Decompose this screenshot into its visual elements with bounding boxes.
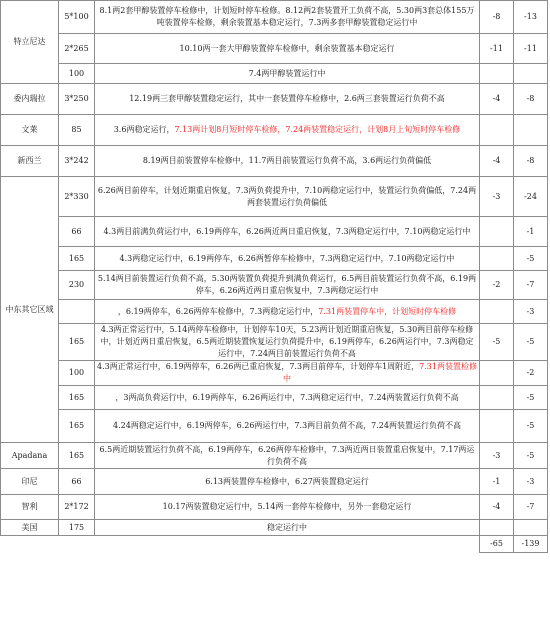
plant-table-body [1,1,548,553]
loss-value-1-cell: -4 [480,146,514,177]
status-text: 6.5两近期装置运行负荷不高，6.19两停车，6.26两停车检修中，7.3两近两日装置重启恢复中，7.17两运行负荷不高 [99,444,475,466]
status-text: 10.17两装置稳定运行中，5.14两一套停车检修中，另外一套稳定运行 [162,502,412,511]
loss-value-1-cell [480,64,514,84]
loss-value-1-cell: -2 [480,271,514,300]
loss-value-2-cell: -7 [514,495,548,520]
loss-value-1-cell [480,115,514,146]
highlighted-status-text: 7.31两装置检修中 [283,362,477,383]
table-row [1,271,548,300]
status-text: 4.24两稳定运行中，6.19两停车，6.26两运行中，7.3两目前负荷不高，7.24两装置运行负荷不高 [113,421,461,430]
status-description-cell [95,361,480,386]
loss-value-2-cell [514,115,548,146]
loss-value-1-cell: -1 [480,469,514,495]
loss-value-1-cell: -3 [480,177,514,217]
table-row [1,361,548,386]
loss-value-1-cell: -8 [480,1,514,34]
loss-value-2-cell: -5 [514,324,548,361]
status-description-cell [95,146,480,177]
capacity-cell: 66 [59,469,95,495]
status-description-cell [95,217,480,247]
status-description-cell [95,84,480,115]
table-row [1,1,548,34]
status-description-cell [95,443,480,469]
capacity-cell: 230 [59,271,95,300]
region-cell: 智利 [1,495,59,520]
region-cell: 特立尼达 [1,1,59,84]
table-row [1,469,548,495]
loss-value-2-cell: -5 [514,410,548,443]
status-description-cell [95,115,480,146]
status-text: 4.3两稳定运行中，6.19两停车，6.26两暂停车检修中，7.3两稳定运行中，7.10两稳定运行中 [119,253,455,263]
table-row [1,324,548,361]
capacity-cell: 5*100 [59,1,95,34]
table-row [1,386,548,410]
status-text: 8.19两目前装置停车检修中，11.7两目前装置运行负荷不高，3.6两运行负荷偏低 [142,156,432,165]
loss-value-2-cell: -24 [514,177,548,217]
status-description-cell [95,300,480,324]
status-text: 稳定运行中 [267,522,307,532]
region-cell: 委内瑞拉 [1,84,59,115]
loss-value-2-cell: -2 [514,361,548,386]
status-description-cell [95,177,480,217]
capacity-cell: 66 [59,217,95,247]
region-cell: Apadana [1,443,59,469]
table-row [1,300,548,324]
capacity-cell: 165 [59,247,95,271]
table-row [1,177,548,217]
loss-value-1-cell: -4 [480,84,514,115]
loss-value-1-cell [480,300,514,324]
table-row [1,410,548,443]
status-description-cell [95,469,480,495]
totals-empty-cell [1,536,480,553]
capacity-cell: 175 [59,520,95,536]
table-row [1,520,548,536]
status-text: 6.13两装置停车检修中，6.27两装置稳定运行 [205,476,369,486]
region-cell: 印尼 [1,469,59,495]
status-text: 5.14两目前装置运行负荷不高，5.30两装置负荷提升到满负荷运行，6.5两目前装置运行负荷不高，6.19两停车，6.26两近两日重启恢复中，7.3两稳定运行中 [97,274,477,295]
capacity-cell: 2*265 [59,34,95,64]
capacity-cell: 165 [59,324,95,361]
status-description-cell [95,271,480,300]
loss-value-2-cell: -13 [514,1,548,34]
table-row [1,495,548,520]
table-row [1,64,548,84]
loss-value-1-cell: -11 [480,34,514,64]
total-n1-cell: -65 [480,536,514,553]
capacity-cell: 165 [59,386,95,410]
highlighted-status-text: 7.13两计划8月短时停车检修，7.24两装置稳定运行，计划8月上旬短时停车检修 [174,125,461,134]
status-text: 4.3两目前满负荷运行中，6.19两停车，6.26两近两日重启恢复，7.3两稳定运行中，7.10两稳定运行中 [103,226,471,236]
table-row [1,217,548,247]
loss-value-1-cell: -5 [480,324,514,361]
totals-row [1,536,548,553]
region-cell: 中东其它区域 [1,177,59,443]
loss-value-2-cell: -5 [514,247,548,271]
loss-value-2-cell: -3 [514,469,548,495]
status-description-cell [95,410,480,443]
table-row [1,146,548,177]
capacity-cell: 165 [59,410,95,443]
capacity-cell: 3*250 [59,84,95,115]
loss-value-1-cell [480,247,514,271]
loss-value-2-cell [514,64,548,84]
table-row [1,84,548,115]
status-description-cell [95,1,480,34]
capacity-cell: 2*330 [59,177,95,217]
loss-value-1-cell: -4 [480,495,514,520]
status-description-cell [95,324,480,361]
loss-value-2-cell: -8 [514,146,548,177]
capacity-cell: 100 [59,361,95,386]
table-row [1,115,548,146]
loss-value-1-cell [480,386,514,410]
status-description-cell [95,386,480,410]
status-text: 12.19两三套甲醇装置稳定运行，其中一套装置停车检修中，2.6两三套装置运行负荷不高 [129,94,445,103]
loss-value-2-cell [514,520,548,536]
status-description-cell [95,34,480,64]
table-row [1,34,548,64]
capacity-cell: 100 [59,64,95,84]
status-description-cell [95,64,480,84]
loss-value-2-cell: -8 [514,84,548,115]
loss-value-1-cell: -3 [480,443,514,469]
table-row [1,443,548,469]
status-text: 8.1两2套甲醇装置停车检修中，计划短时停车检修。8.12两2套装置开工负荷不高，5.30两3套总体155万吨装置停车检修，剩余装置基本稳定运行，7.3两多套甲醇装置稳定运行中 [99,6,475,27]
highlighted-status-text: 7.31两装置停车中，计划短时停车检修 [318,306,457,316]
loss-value-2-cell: -11 [514,34,548,64]
loss-value-2-cell: -1 [514,217,548,247]
region-cell: 文莱 [1,115,59,146]
capacity-cell: 3*242 [59,146,95,177]
table-row [1,247,548,271]
loss-value-1-cell [480,520,514,536]
status-text: ，6.19两停车，6.26两停车检修中，7.3两稳定运行中， [117,306,319,316]
status-text: ，3两高负荷运行中，6.19两停车，6.26两运行中，7.3两稳定运行中，7.24两装置运行负荷不高 [115,392,459,402]
status-text: 3.6两稳定运行， [113,125,175,134]
status-description-cell [95,495,480,520]
loss-value-1-cell [480,217,514,247]
capacity-cell: 2*172 [59,495,95,520]
loss-value-2-cell: -3 [514,300,548,324]
region-cell: 新西兰 [1,146,59,177]
status-text: 4.3两正常运行中，6.19两停车，6.26两已重启恢复，7.3两目前停车，计划停车1周附近， [97,362,420,371]
status-description-cell [95,247,480,271]
capacity-cell: 165 [59,443,95,469]
capacity-cell [59,300,95,324]
status-text: 6.26两目前停车，计划近期重启恢复，7.3两负荷提升中，7.10两稳定运行中，装置运行负荷偏低，7.24两两套装置运行负荷偏低 [97,185,477,207]
capacity-cell: 85 [59,115,95,146]
total-n2-cell: -139 [514,536,548,553]
region-cell: 美国 [1,520,59,536]
status-text: 7.4两甲醇装置运行中 [248,68,326,78]
status-text: 4.3两正常运行中，5.14两停车检修中，计划停车10天，5.23两计划近期重启恢复，5.30两目前停车检修中，计划近两日重启恢复，6.5两近期装置恢复运行负荷提升中，6.19两停车，6.26两运行中，7.3两稳定运行中，7.24两目前装置运行负荷不高 [100,325,474,358]
status-text: 10.10两一套大甲醇装置停车检修中，剩余装置基本稳定运行 [179,43,395,53]
status-description-cell [95,520,480,536]
loss-value-1-cell [480,361,514,386]
loss-value-1-cell [480,410,514,443]
loss-value-2-cell: -7 [514,271,548,300]
loss-value-2-cell: -5 [514,386,548,410]
loss-value-2-cell: -5 [514,443,548,469]
